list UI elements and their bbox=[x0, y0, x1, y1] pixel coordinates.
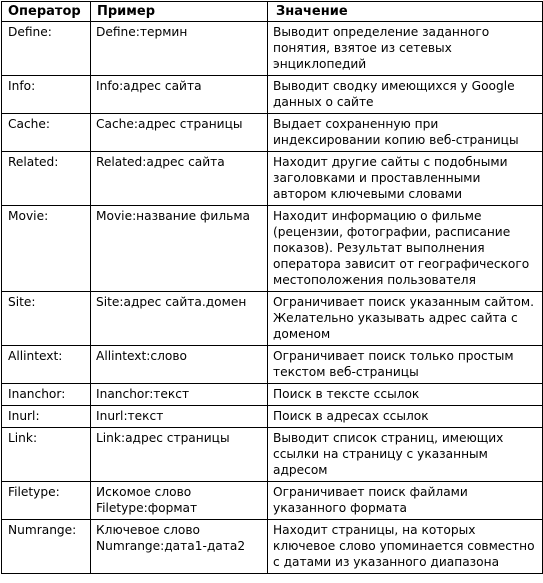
meaning-cell: Поиск в адресах ссылок bbox=[268, 406, 543, 428]
table-row bbox=[2, 292, 543, 346]
example-line: Site:адрес сайта.домен bbox=[96, 295, 247, 309]
operator-cell: Allintext: bbox=[2, 346, 91, 384]
example-cell bbox=[91, 292, 268, 346]
meaning-cell: Ограничивает поиск только простым текстом веб-страницы bbox=[268, 346, 543, 384]
operator-cell: Link: bbox=[2, 428, 91, 482]
example-cell bbox=[91, 482, 268, 520]
operator-cell: Define: bbox=[2, 22, 91, 76]
example-line: Numrange:дата1-дата2 bbox=[96, 539, 246, 553]
meaning-cell: Ограничивает поиск указанным сайтом. Желательно указывать адрес сайта с доменом bbox=[268, 292, 543, 346]
table-row bbox=[2, 520, 543, 574]
header-example: Пример bbox=[91, 2, 268, 22]
header-row bbox=[2, 2, 543, 22]
example-line: Cache:адрес страницы bbox=[96, 117, 243, 131]
example-line: Inurl:текст bbox=[96, 409, 164, 423]
table-row bbox=[2, 428, 543, 482]
header-meaning: Значение bbox=[268, 2, 543, 22]
example-cell bbox=[91, 206, 268, 292]
example-cell bbox=[91, 114, 268, 152]
operator-cell: Related: bbox=[2, 152, 91, 206]
example-cell bbox=[91, 76, 268, 114]
operator-cell: Inurl: bbox=[2, 406, 91, 428]
table-row bbox=[2, 22, 543, 76]
example-cell bbox=[91, 428, 268, 482]
table-row bbox=[2, 346, 543, 384]
example-cell bbox=[91, 406, 268, 428]
example-line: Link:адрес страницы bbox=[96, 431, 230, 445]
operator-cell: Filetype: bbox=[2, 482, 91, 520]
meaning-cell: Поиск в тексте ссылок bbox=[268, 384, 543, 406]
meaning-cell: Выводит сводку имеющихся у Google данных о сайте bbox=[268, 76, 543, 114]
example-line: Movie:название фильма bbox=[96, 209, 250, 223]
example-line: Inanchor:текст bbox=[96, 387, 190, 401]
meaning-cell: Ограничивает поиск файлами указанного формата bbox=[268, 482, 543, 520]
example-line: Define:термин bbox=[96, 25, 188, 39]
example-cell bbox=[91, 22, 268, 76]
example-line: Allintext:слово bbox=[96, 349, 187, 363]
table-row bbox=[2, 206, 543, 292]
header-operator: Оператор bbox=[2, 2, 91, 22]
meaning-cell: Выводит список страниц, имеющих ссылки на страницу с указанным адресом bbox=[268, 428, 543, 482]
example-line: Ключевое слово bbox=[96, 523, 200, 537]
table-row bbox=[2, 406, 543, 428]
example-line: Related:адрес сайта bbox=[96, 155, 225, 169]
example-cell bbox=[91, 384, 268, 406]
operator-cell: Cache: bbox=[2, 114, 91, 152]
meaning-cell: Выдает сохраненную при индексировании копию веб-страницы bbox=[268, 114, 543, 152]
example-cell bbox=[91, 346, 268, 384]
table-row bbox=[2, 152, 543, 206]
operator-cell: Info: bbox=[2, 76, 91, 114]
meaning-cell: Находит другие сайты с подобными заголовками и проставленными автором ключевыми словами bbox=[268, 152, 543, 206]
table-row bbox=[2, 482, 543, 520]
example-cell bbox=[91, 152, 268, 206]
operator-cell: Site: bbox=[2, 292, 91, 346]
operator-cell: Movie: bbox=[2, 206, 91, 292]
table-row bbox=[2, 114, 543, 152]
example-cell bbox=[91, 520, 268, 574]
table-row bbox=[2, 76, 543, 114]
operator-cell: Inanchor: bbox=[2, 384, 91, 406]
example-line: Info:адрес сайта bbox=[96, 79, 202, 93]
meaning-cell: Находит страницы, на которых ключевое слово упоминается совместно с датами из указанного диапазона bbox=[268, 520, 543, 574]
meaning-cell: Выводит определение заданного понятия, взятое из сетевых энциклопедий bbox=[268, 22, 543, 76]
table-row bbox=[2, 384, 543, 406]
meaning-cell: Находит информацию о фильме (рецензии, фотографии, расписание показов). Результат выполнения оператора зависит от географического местоположения пользователя bbox=[268, 206, 543, 292]
example-line: Искомое слово bbox=[96, 485, 192, 499]
example-line: Filetype:формат bbox=[96, 501, 198, 515]
operators-table bbox=[1, 1, 543, 574]
operator-cell: Numrange: bbox=[2, 520, 91, 574]
